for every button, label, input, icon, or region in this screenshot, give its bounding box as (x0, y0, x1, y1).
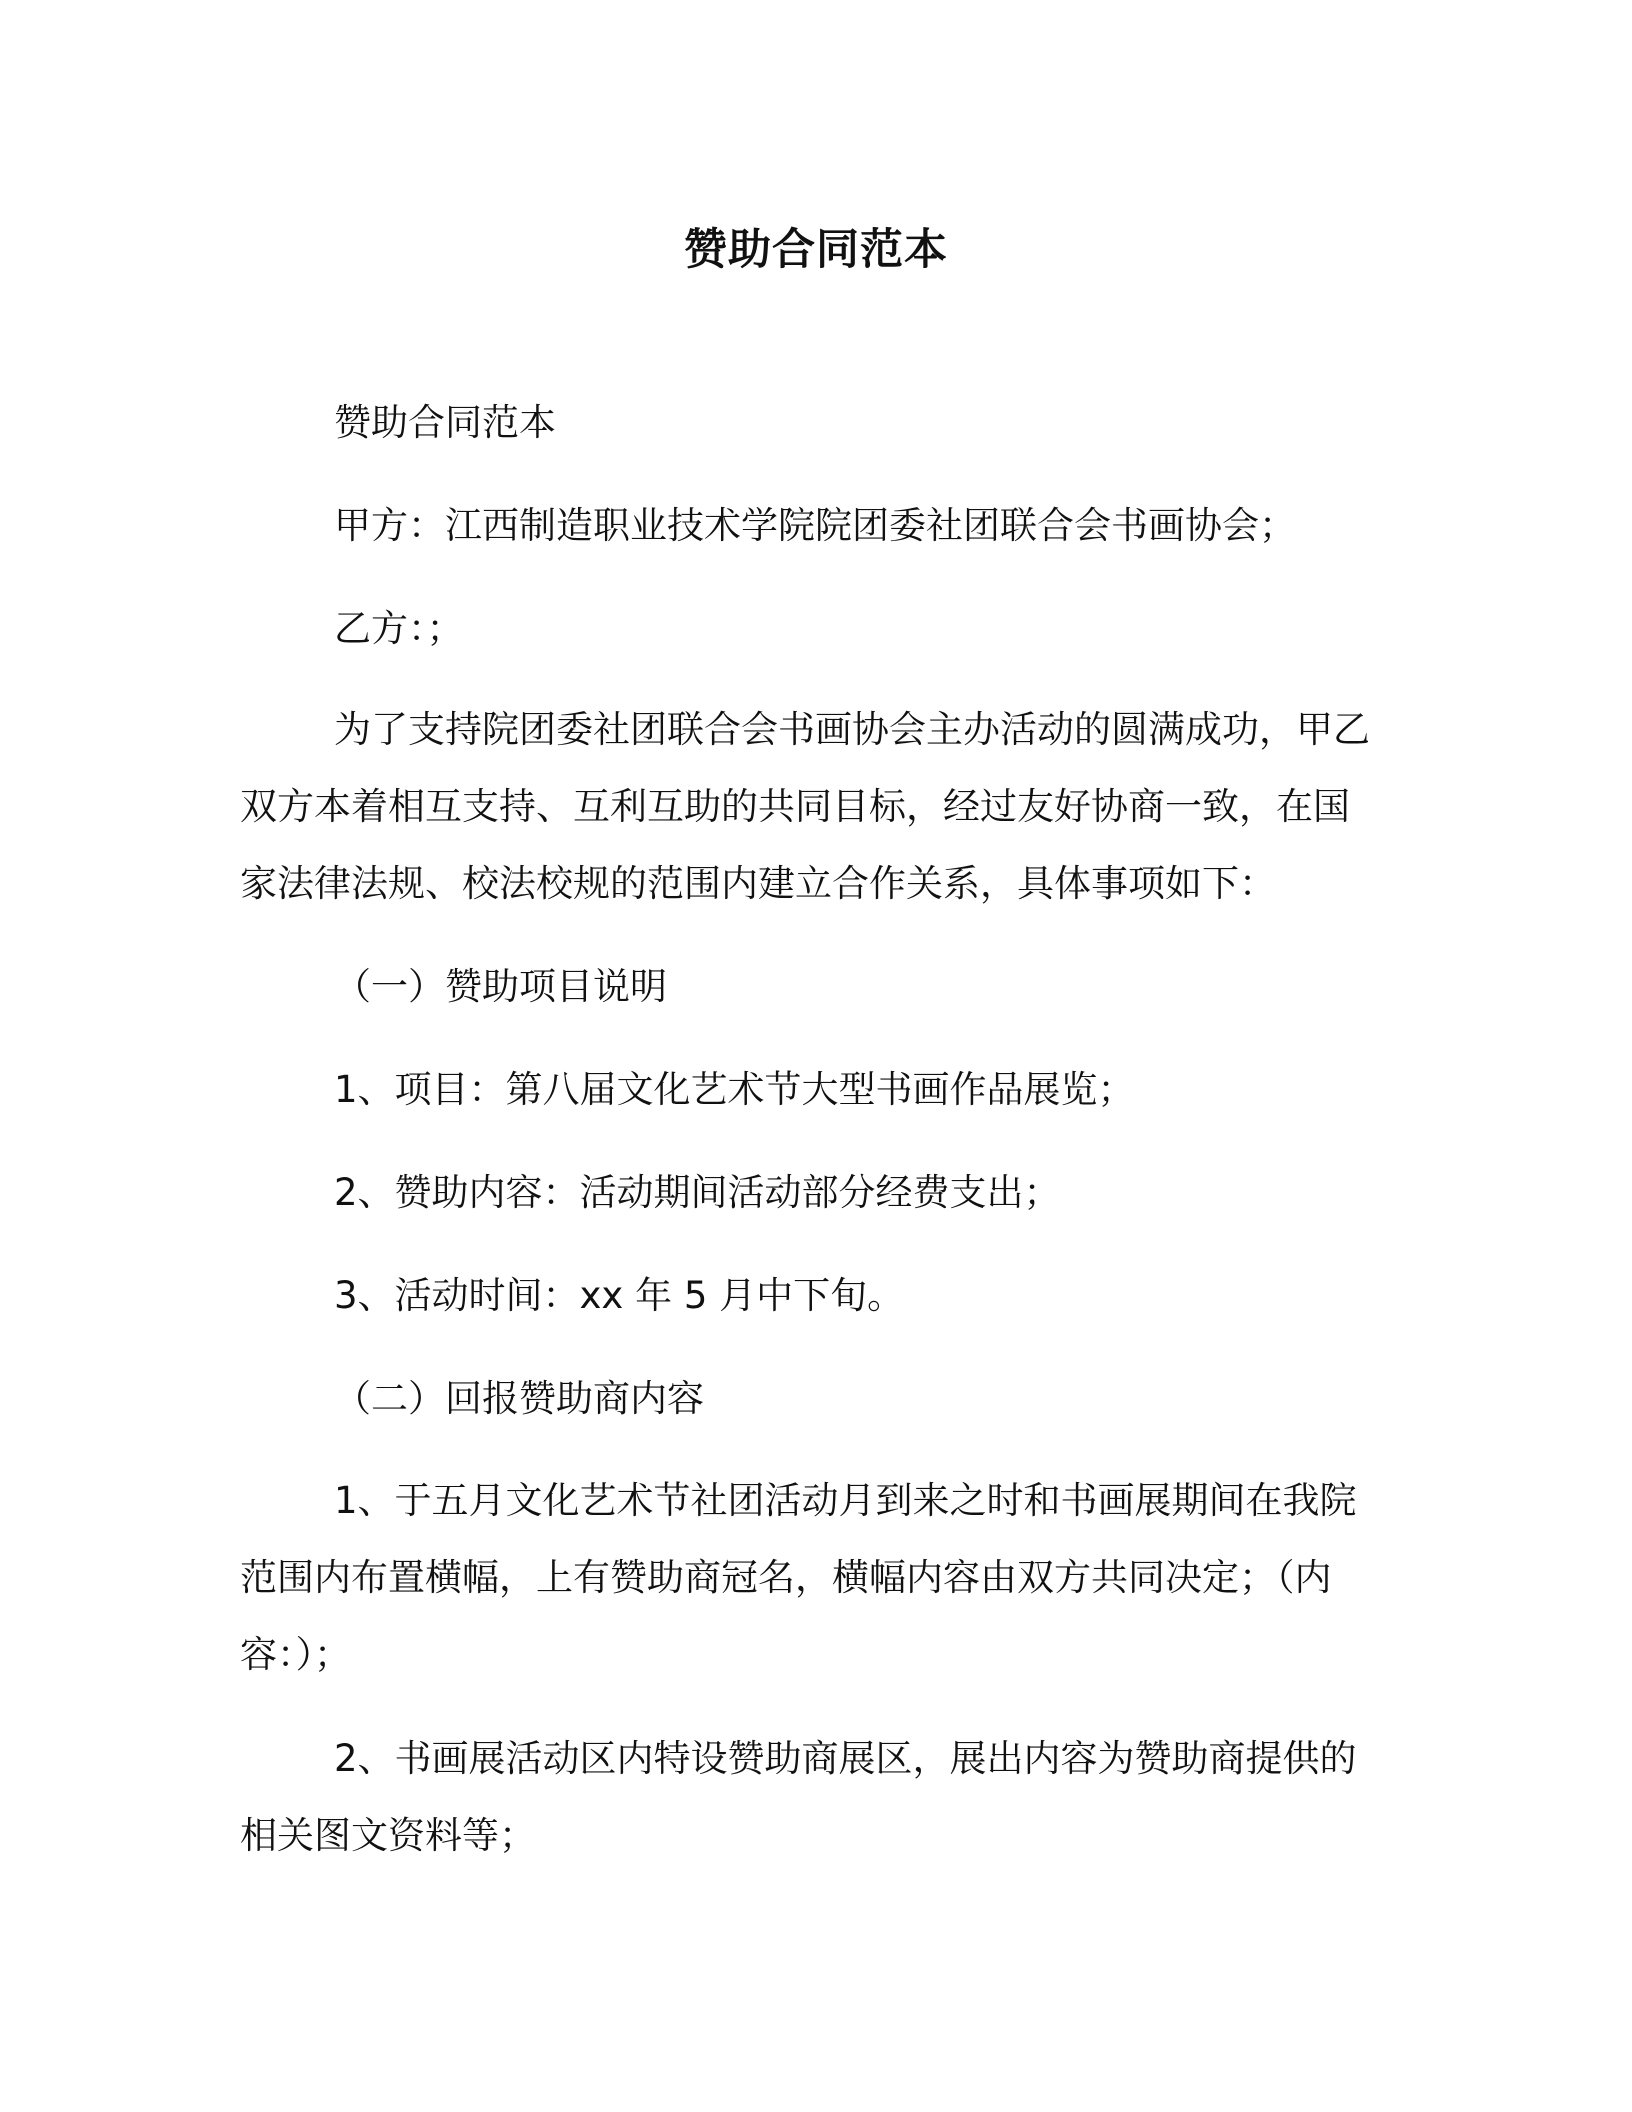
party-a-paragraph: 甲方：江西制造职业技术学院院团委社团联合会书画协会； (334, 504, 1296, 547)
section-2-item-2 (240, 1720, 1370, 1874)
section-1-item-1: 1、项目：第八届文化艺术节大型书画作品展览； (334, 1068, 1135, 1111)
intro-line: 家法律法规、校法校规的范围内建立合作关系，具体事项如下： (240, 862, 1276, 905)
item-line: 容：）； (240, 1633, 351, 1676)
item-line: 1、于五月文化艺术节社团活动月到来之时和书画展期间在我院 (334, 1479, 1357, 1522)
item-line: 相关图文资料等； (240, 1814, 536, 1857)
section-1-item-3: 3、活动时间：xx 年 5 月中下旬。 (334, 1274, 905, 1317)
section-2-heading: （二）回报赞助商内容 (334, 1377, 704, 1420)
item-line: 范围内布置横幅，上有赞助商冠名，横幅内容由双方共同决定；（内 (240, 1556, 1332, 1599)
section-1-item-2: 2、赞助内容：活动期间活动部分经费支出； (334, 1171, 1061, 1214)
intro-line: 为了支持院团委社团联合会书画协会主办活动的圆满成功，甲乙 (334, 708, 1370, 751)
section-2-item-1 (240, 1462, 1370, 1693)
document-title: 赞助合同范本 (684, 225, 948, 275)
item-line: 2、书画展活动区内特设赞助商展区，展出内容为赞助商提供的 (334, 1737, 1357, 1780)
intro-paragraph (240, 691, 1370, 922)
party-b-paragraph: 乙方：； (334, 607, 464, 650)
section-1-heading: （一）赞助项目说明 (334, 965, 667, 1008)
subtitle-paragraph: 赞助合同范本 (334, 401, 556, 444)
intro-line: 双方本着相互支持、互利互助的共同目标，经过友好协商一致，在国 (240, 785, 1350, 828)
